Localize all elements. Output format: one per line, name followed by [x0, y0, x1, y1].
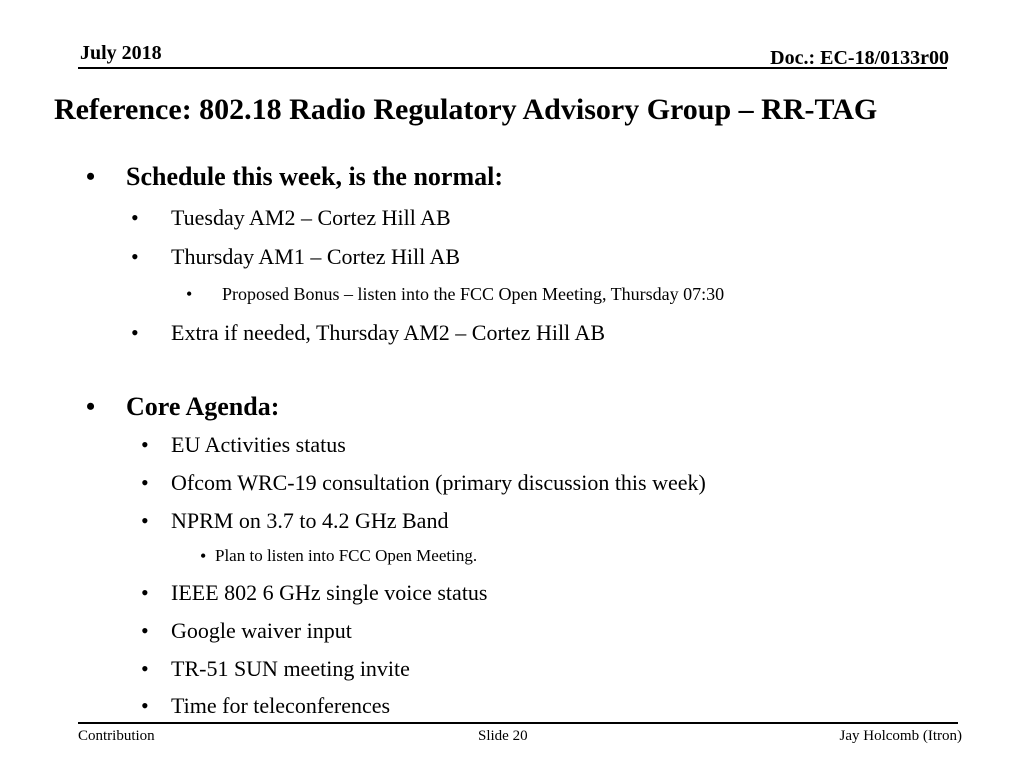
list-item: Google waiver input — [171, 618, 352, 643]
bullet-icon: • — [131, 244, 139, 269]
list-item: Thursday AM1 – Cortez Hill AB — [171, 244, 461, 269]
list-item: NPRM on 3.7 to 4.2 GHz Band — [171, 508, 449, 533]
list-item: EU Activities status — [171, 432, 346, 457]
bullet-icon: • — [141, 580, 149, 605]
header-doc-id: Doc.: EC-18/0133r00 — [770, 47, 949, 69]
slide-title: Reference: 802.18 Radio Regulatory Advisory Group – RR-TAG — [54, 93, 878, 126]
schedule-heading: Schedule this week, is the normal: — [126, 162, 503, 191]
footer-author: Jay Holcomb (Itron) — [839, 728, 962, 744]
bullet-icon: • — [186, 284, 193, 304]
list-item: Time for teleconferences — [171, 693, 391, 718]
bullet-icon: • — [200, 546, 207, 566]
header-divider — [78, 67, 947, 69]
bullet-icon: • — [141, 656, 149, 681]
footer-left: Contribution — [78, 728, 155, 744]
bullet-icon: • — [131, 320, 139, 345]
bullet-icon: • — [86, 162, 96, 191]
list-item: Extra if needed, Thursday AM2 – Cortez Hill AB — [171, 320, 606, 345]
agenda-heading: Core Agenda: — [126, 392, 280, 421]
list-item: IEEE 802 6 GHz single voice status — [171, 580, 488, 605]
footer-slide-number: Slide 20 — [478, 728, 528, 744]
list-item: Plan to listen into FCC Open Meeting. — [215, 546, 478, 565]
bullet-icon: • — [141, 508, 149, 533]
bullet-icon: • — [141, 618, 149, 643]
bullet-icon: • — [141, 693, 149, 718]
header-date: July 2018 — [80, 42, 162, 64]
list-item: TR-51 SUN meeting invite — [171, 656, 410, 681]
footer-divider — [78, 722, 958, 724]
list-item: Proposed Bonus – listen into the FCC Open Meeting, Thursday 07:30 — [222, 284, 725, 304]
bullet-icon: • — [141, 432, 149, 457]
list-item: Ofcom WRC-19 consultation (primary discussion this week) — [171, 470, 706, 495]
bullet-icon: • — [131, 205, 139, 230]
bullet-icon: • — [86, 392, 96, 421]
list-item: Tuesday AM2 – Cortez Hill AB — [171, 205, 451, 230]
bullet-icon: • — [141, 470, 149, 495]
